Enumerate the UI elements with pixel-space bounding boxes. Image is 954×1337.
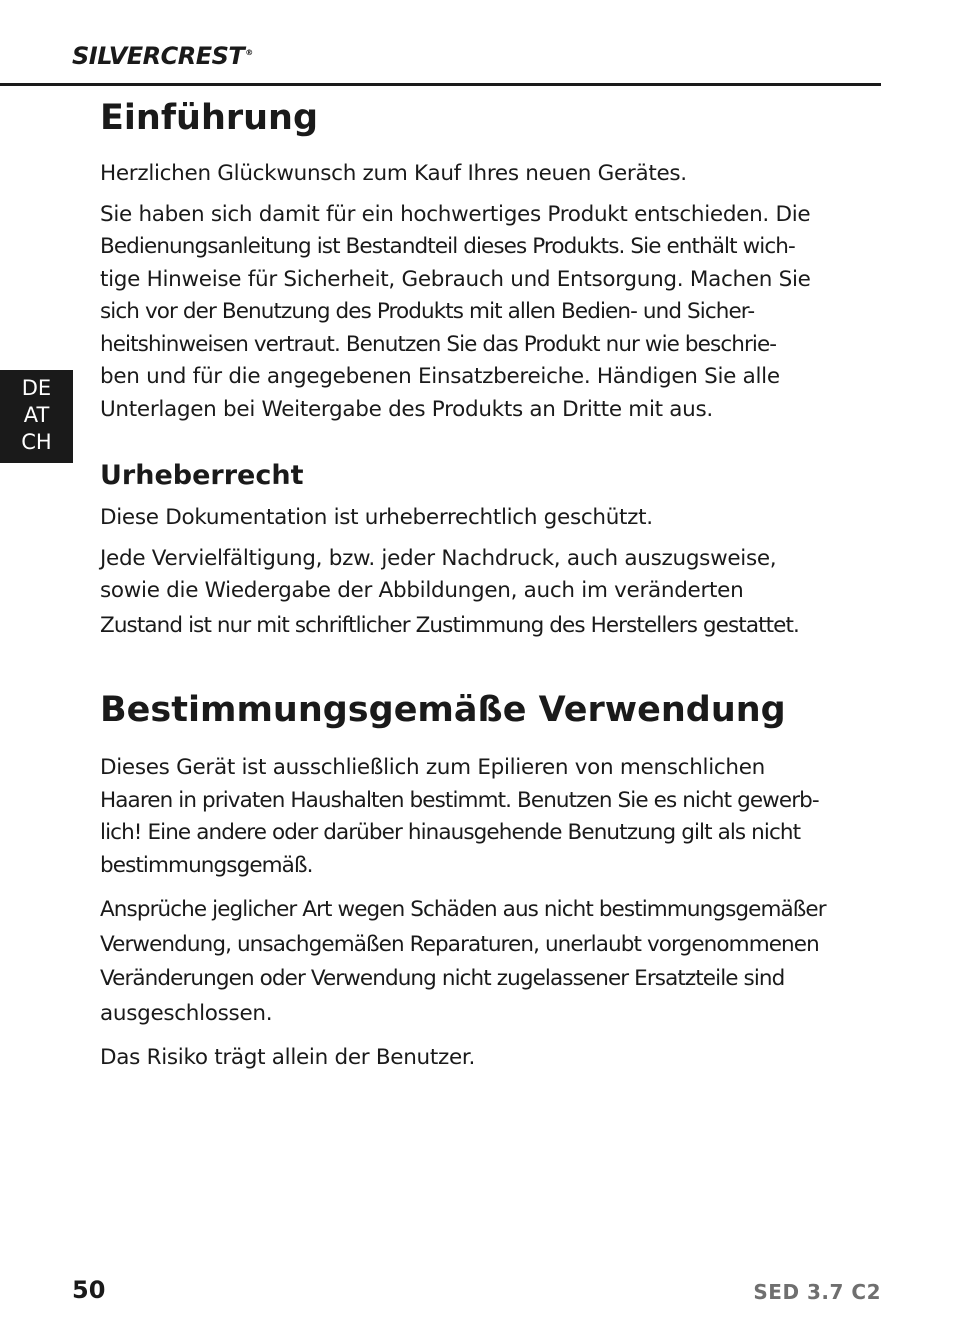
header-rule <box>0 83 881 86</box>
intro-heading: Einführung <box>100 98 319 138</box>
intended-use-line: lich! Eine andere oder darüber hinausgehende Benutzung gilt als nicht <box>100 820 801 845</box>
intro-para2 <box>100 199 870 427</box>
model-number: SED 3.7 C2 <box>753 1280 881 1304</box>
brand-logo <box>72 42 253 70</box>
lang-at: AT <box>23 403 50 427</box>
intended-use-heading: Bestimmungsgemäße Verwendung <box>100 690 786 730</box>
intended-use-line: Veränderungen oder Verwendung nicht zugelassener Ersatzteile sind <box>100 966 785 991</box>
intro-line: tige Hinweise für Sicherheit, Gebrauch und Entsorgung. Machen Sie <box>100 266 811 292</box>
copyright-heading: Urheberrecht <box>100 460 304 491</box>
copyright-line: sowie die Wiedergabe der Abbildungen, auch im veränderten <box>100 578 744 603</box>
intended-use-para2 <box>100 894 870 1030</box>
intended-use-line: bestimmungsgemäß. <box>100 852 313 878</box>
main-content <box>100 92 870 1075</box>
intro-line: heitshinweisen vertraut. Benutzen Sie das Produkt nur wie beschrie- <box>100 331 777 357</box>
copyright-para1: Diese Dokumentation ist urheberrechtlich geschützt. <box>100 505 653 530</box>
intro-line: ben und für die angegebenen Einsatzbereiche. Händigen Sie alle <box>100 364 780 389</box>
lang-de: DE <box>21 376 52 400</box>
intended-use-line: Ansprüche jeglicher Art wegen Schäden aus nicht bestimmungsgemäßer <box>100 897 826 922</box>
intro-para1: Herzlichen Glückwunsch zum Kauf Ihres neuen Gerätes. <box>100 161 687 186</box>
language-tab <box>0 370 73 463</box>
copyright-line: Zustand ist nur mit schriftlicher Zustimmung des Herstellers gestattet. <box>100 612 799 638</box>
brand-name: SILVERCREST <box>72 42 245 70</box>
intended-use-line: Haaren in privaten Haushalten bestimmt. Benutzen Sie es nicht gewerb- <box>100 787 819 813</box>
registered-mark: ® <box>245 48 253 57</box>
lang-ch: CH <box>21 430 52 454</box>
page-number: 50 <box>72 1276 106 1304</box>
intro-line: Sie haben sich damit für ein hochwertiges Produkt entschieden. Die <box>100 201 811 227</box>
intended-use-line: ausgeschlossen. <box>100 1000 273 1026</box>
copyright-line: Jede Vervielfältigung, bzw. jeder Nachdruck, auch auszugsweise, <box>100 545 777 571</box>
intended-use-line: Dieses Gerät ist ausschließlich zum Epilieren von menschlichen <box>100 755 765 780</box>
intended-use-line: Verwendung, unsachgemäßen Reparaturen, unerlaubt vorgenommenen <box>100 931 819 957</box>
intro-line: Unterlagen bei Weitergabe des Produkts an Dritte mit aus. <box>100 396 713 422</box>
intended-use-para3: Das Risiko trägt allein der Benutzer. <box>100 1045 475 1070</box>
intended-use-para1 <box>100 752 870 882</box>
intro-line: Bedienungsanleitung ist Bestandteil dieses Produkts. Sie enthält wich- <box>100 234 795 259</box>
intro-line: sich vor der Benutzung des Produkts mit allen Bedien- und Sicher- <box>100 299 755 324</box>
copyright-para2 <box>100 543 870 643</box>
